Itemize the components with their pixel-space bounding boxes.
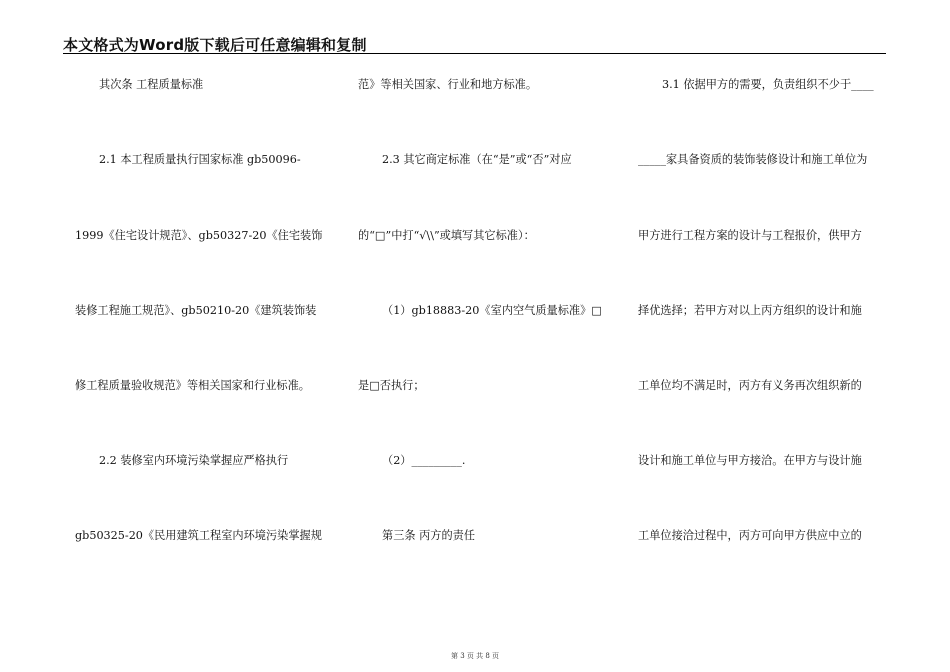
text-line: 修工程质量验收规范》等相关国家和行业标准。 [75, 379, 310, 392]
text-line: 3.1 依据甲方的需要，负责组织不少于____ [662, 78, 874, 91]
text-line: 范》等相关国家、行业和地方标准。 [358, 78, 538, 91]
text-line: 2.1 本工程质量执行国家标准 gb50096- [99, 153, 301, 166]
text-line: 甲方进行工程方案的设计与工程报价，供甲方 [638, 229, 862, 242]
document-header-title: 本文格式为Word版下载后可任意编辑和复制 [63, 36, 367, 54]
text-line: 工单位均不满足时，丙方有义务再次组织新的 [638, 379, 862, 392]
header-divider [63, 53, 886, 54]
text-line: （2）_________. [382, 454, 466, 467]
text-line: 2.2 装修室内环境污染掌握应严格执行 [99, 454, 289, 467]
text-line: _____家具备资质的装饰装修设计和施工单位为 [638, 153, 868, 166]
text-line: 工单位接洽过程中，丙方可向甲方供应中立的 [638, 529, 862, 542]
text-line: （1）gb18883-20《室内空气质量标准》□ [382, 304, 602, 317]
text-line: 是□否执行； [358, 379, 425, 392]
text-line: 2.3 其它商定标准（在“是”或“否”对应 [382, 153, 572, 166]
text-line: 择优选择；若甲方对以上丙方组织的设计和施 [638, 304, 862, 317]
text-line: 装修工程施工规范》、gb50210-20《建筑装饰装 [75, 304, 317, 317]
text-line: 1999《住宅设计规范》、gb50327-20《住宅装饰 [75, 229, 323, 242]
page-number: 第 3 页 共 8 页 [450, 652, 500, 660]
text-line: gb50325-20《民用建筑工程室内环境污染掌握规 [75, 529, 322, 542]
text-line: 的“□”中打“√\\”或填写其它标准）： [358, 229, 535, 242]
text-line: 第三条 丙方的责任 [382, 529, 476, 542]
text-line: 其次条 工程质量标准 [99, 78, 204, 91]
text-line: 设计和施工单位与甲方接洽。在甲方与设计施 [638, 454, 862, 467]
